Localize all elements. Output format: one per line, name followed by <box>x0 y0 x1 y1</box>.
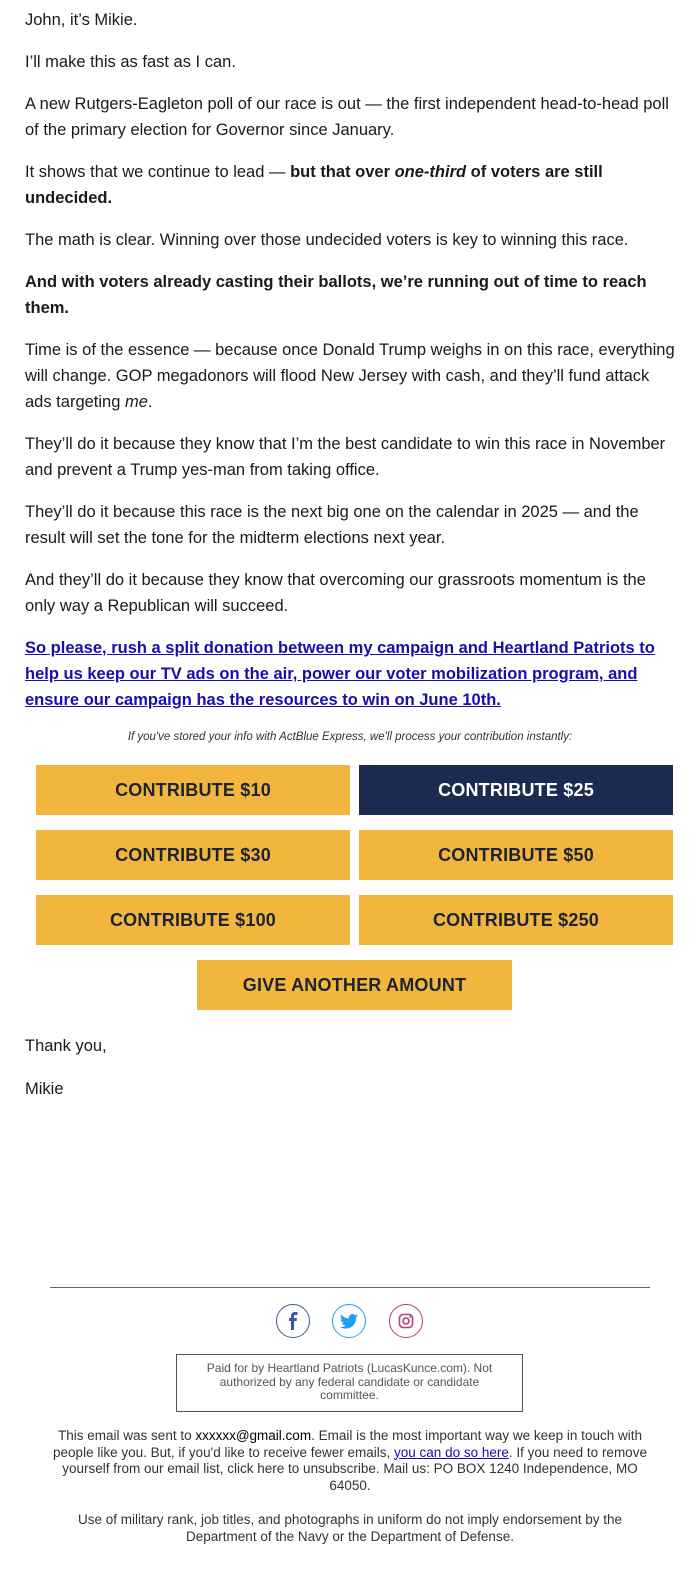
paragraph <box>25 337 675 415</box>
contribute-100-button[interactable]: CONTRIBUTE $100 <box>36 895 350 945</box>
letter-body <box>25 0 675 729</box>
footer-divider <box>50 1287 650 1288</box>
closing-thanks: Thank you, <box>25 1037 107 1055</box>
text-span: Time is of the essence — because once Donald Trump weighs in on this race, everything will change. GOP megadonors will flood New Jersey with cash, and they’ll fund attack ads targeting <box>25 341 675 411</box>
paragraph-bold: And with voters already casting their ballots, we’re running out of time to reach them. <box>25 273 647 317</box>
twitter-icon[interactable] <box>332 1304 366 1338</box>
paragraph <box>25 159 675 211</box>
text-span: . Email is the most important way we keep in touch with people like you. But, if you'd like to receive fewer emails, <box>53 1428 642 1460</box>
italic-text: me <box>124 393 148 411</box>
fewer-emails-link[interactable]: you can do so here <box>394 1444 509 1460</box>
instagram-icon[interactable] <box>389 1304 423 1338</box>
facebook-icon[interactable] <box>276 1304 310 1338</box>
give-another-amount-button[interactable]: GIVE ANOTHER AMOUNT <box>197 960 512 1010</box>
contribute-10-button[interactable]: CONTRIBUTE $10 <box>36 765 350 815</box>
paragraph: They’ll do it because they know that I’m the best candidate to win this race in November and prevent a Trump yes-man from taking office. <box>25 435 666 479</box>
text-span: of voters are still undecided. <box>25 163 603 207</box>
contribute-50-button[interactable]: CONTRIBUTE $50 <box>359 830 673 880</box>
text-span: . If you need to remove yourself from our email list, click here to unsubscribe. Mail us: PO BOX 1240 Independence, MO 64050. <box>62 1444 647 1493</box>
donate-link[interactable]: So please, rush a split donation between my campaign and Heartland Patriots to help us keep our TV ads on the air, power our voter mobilization program, and ensure our campaign has the resources to win on June 10th. <box>25 639 655 709</box>
text-span: It shows that we continue to lead — <box>25 163 291 181</box>
signature: Mikie <box>25 1080 64 1098</box>
italic-text: one-third <box>394 163 467 181</box>
text-span: This email was sent to <box>58 1428 196 1443</box>
contribute-250-button[interactable]: CONTRIBUTE $250 <box>359 895 673 945</box>
paid-for-disclaimer: Paid for by Heartland Patriots (LucasKunce.com). Not authorized by any federal candidate or candidate committee. <box>176 1354 523 1412</box>
greeting: John, it’s Mikie. <box>25 11 138 29</box>
footer-info <box>50 1428 650 1494</box>
paragraph: I’ll make this as fast as I can. <box>25 53 236 71</box>
recipient-email: xxxxxx@gmail.com <box>195 1428 312 1443</box>
paragraph: A new Rutgers-Eagleton poll of our race is out — the first independent head-to-head poll of the primary election for Governor since January. <box>25 95 669 139</box>
paragraph: And they’ll do it because they know that overcoming our grassroots momentum is the only way a Republican will succeed. <box>25 571 646 615</box>
contribute-25-button[interactable]: CONTRIBUTE $25 <box>359 765 673 815</box>
military-disclaimer: Use of military rank, job titles, and photographs in uniform do not imply endorsement by the Department of the Navy or the Department of Defense. <box>77 1512 623 1544</box>
paragraph: The math is clear. Winning over those undecided voters is key to winning this race. <box>25 231 629 249</box>
paragraph: They’ll do it because this race is the next big one on the calendar in 2025 — and the result will set the tone for the midterm elections next year. <box>25 503 639 547</box>
contribute-30-button[interactable]: CONTRIBUTE $30 <box>36 830 350 880</box>
actblue-note: If you've stored your info with ActBlue Express, we'll process your contribution instantly: <box>127 731 573 743</box>
text-span: . <box>147 393 153 411</box>
text-span: but that over <box>290 163 395 181</box>
